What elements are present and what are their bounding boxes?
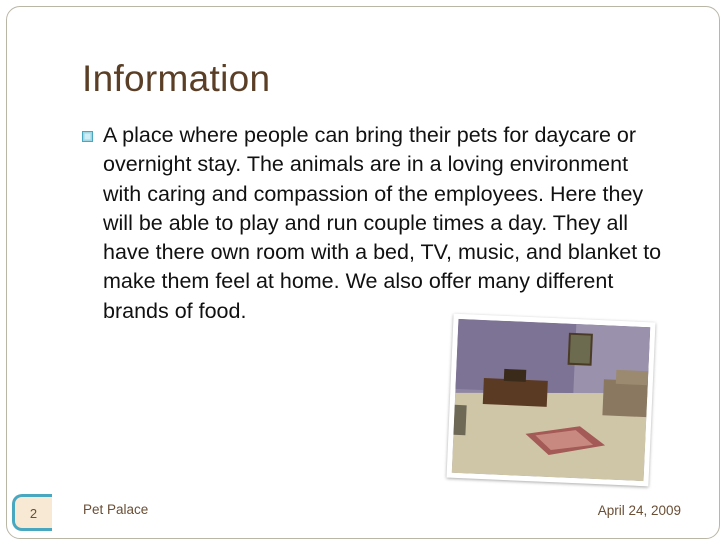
slide-title: Information [82,58,271,99]
page-number-badge [12,494,52,531]
footer-date: April 24, 2009 [597,503,681,518]
square-bullet-icon [82,131,93,142]
footer-title: Pet Palace [83,502,149,517]
bullet-text: A place where people can bring their pets for daycare or overnight stay. The animals are in a loving environment with caring and compassion of the employees. Here they will be able to play and run couple times a day. They all have there own room with a bed, TV, music, and blanket to make them feel at home. We also offer many different brands of food. [103,123,662,323]
office-room-photo [447,314,656,487]
page-number: 2 [29,506,38,521]
bullet-list [82,121,662,326]
